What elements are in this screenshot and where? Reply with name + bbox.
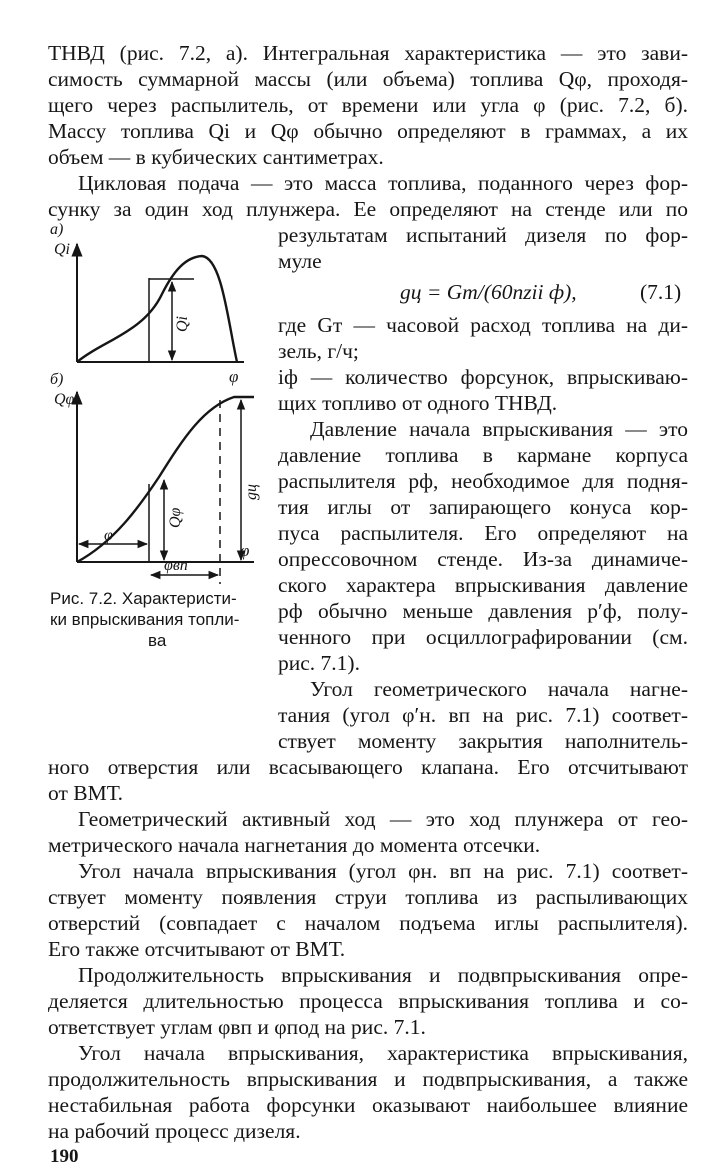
figure-7-2 <box>44 222 279 617</box>
text-line: деляется длительностью процесса впрыскивания топлива и со- <box>48 989 688 1013</box>
text-line: пуса распылителя. Его определяют на <box>278 521 688 545</box>
panel-a-curve <box>77 256 237 362</box>
text-line: Его также отсчитывают от ВМТ. <box>48 937 346 961</box>
text-line: продолжительность впрыскивания и подвпрыскивания, а также <box>48 1067 688 1091</box>
text-line: iф — количество форсунок, впрыскиваю- <box>278 365 688 389</box>
text-line: метрического начала нагнетания до момента отсечки. <box>48 833 541 857</box>
formula-number: (7.1) <box>640 280 682 304</box>
text-line: ского характера впрыскивания давление <box>278 573 688 597</box>
text-line: ного отверстия или всасывающего клапана. Его отсчитывают <box>48 755 688 779</box>
text-line: щего через распылитель, от времени или угла φ (рис. 7.2, б). <box>48 93 688 117</box>
text-line: распылителя pф, необходимое для подня- <box>278 469 688 493</box>
text-line: Угол геометрического начала нагне- <box>310 677 688 701</box>
text-line: результатам испытаний дизеля по фор- <box>278 223 688 247</box>
panel-b-axis-y-label: Qφ <box>54 391 75 408</box>
text-line: где Gт — часовой расход топлива на ди- <box>278 313 688 337</box>
text-line: ствует моменту появления струи топлива из распыливающих <box>48 885 688 909</box>
text-line: симость суммарной массы (или объема) топлива Qφ, проходя- <box>48 67 688 91</box>
text-line: отверстий (совпадает с началом подъема иглы распылителя). <box>48 911 688 935</box>
panel-a-axis-y-label: Qi <box>54 241 70 258</box>
text-line: объем — в кубических сантиметрах. <box>48 145 384 169</box>
text-line: опрессовочном стенде. Из-за динамиче- <box>278 547 688 571</box>
text-line: ствует моменту закрытия наполнитель- <box>278 729 688 753</box>
text-line: нестабильная работа форсунки оказывают наибольшее влияние <box>48 1093 688 1117</box>
text-line: Цикловая подача — это масса топлива, поданного через фор- <box>78 171 688 195</box>
text-line: Давление начала впрыскивания — это <box>310 417 688 441</box>
figure-caption <box>50 588 270 651</box>
text-line: pф обычно меньше давления p′ф, полу- <box>278 599 688 623</box>
text-line: Угол начала впрыскивания, характеристика впрыскивания, <box>78 1041 688 1065</box>
panel-b-g-label: gц <box>243 484 260 500</box>
caption-line: ва <box>148 631 167 650</box>
text-line: рис. 7.1). <box>278 651 360 675</box>
panel-a-mark-label: Qi <box>174 316 191 332</box>
text-line: Угол начала впрыскивания (угол φн. вп на рис. 7.1) соответ- <box>78 859 688 883</box>
caption-line: ки впрыскивания топли- <box>50 610 240 629</box>
panel-b-label: б) <box>50 371 64 388</box>
text-line: Продолжительность впрыскивания и подвпрыскивания опре- <box>78 963 688 987</box>
text-line: давление топлива в кармане корпуса <box>278 443 688 467</box>
text-line: Геометрический активный ход — это ход плунжера от гео- <box>78 807 688 831</box>
page-number: 190 <box>50 1146 79 1167</box>
text-line: Массу топлива Qi и Qφ обычно определяют в граммах, а их <box>48 119 688 143</box>
text-line: от ВМТ. <box>48 781 124 805</box>
panel-b-dim-phivp-label: φвп <box>164 557 188 574</box>
panel-b-dim-phi-label: φ <box>104 527 113 544</box>
panel-b-axis-x-label: φ <box>240 541 250 560</box>
panel-b-q-label: Qφ <box>167 507 184 528</box>
caption-line: Рис. 7.2. Характеристи- <box>50 589 237 608</box>
text-line: ответствует углам φвп и φпод на рис. 7.1. <box>48 1015 426 1039</box>
text-line: щих топливо от одного ТНВД. <box>278 391 558 415</box>
text-line: на рабочий процесс дизеля. <box>48 1119 301 1143</box>
text-line: муле <box>278 249 322 273</box>
text-line: тания (угол φ′н. вп на рис. 7.1) соответ- <box>278 703 688 727</box>
text-line: тия иглы от запирающего конуса кор- <box>278 495 688 519</box>
formula-expression: gц = Gт/(60nzii ф), <box>400 280 577 304</box>
text-line: зель, г/ч; <box>278 339 359 363</box>
text-line: ТНВД (рис. 7.2, а). Интегральная характеристика — это зави- <box>48 41 688 65</box>
text-line: сунку за один ход плунжера. Ее определяют на стенде или по <box>48 197 688 221</box>
panel-a-label: а) <box>50 222 64 238</box>
text-line: ченного при осциллографировании (см. <box>278 625 688 649</box>
panel-a-axis-x-label: φ <box>229 367 239 386</box>
